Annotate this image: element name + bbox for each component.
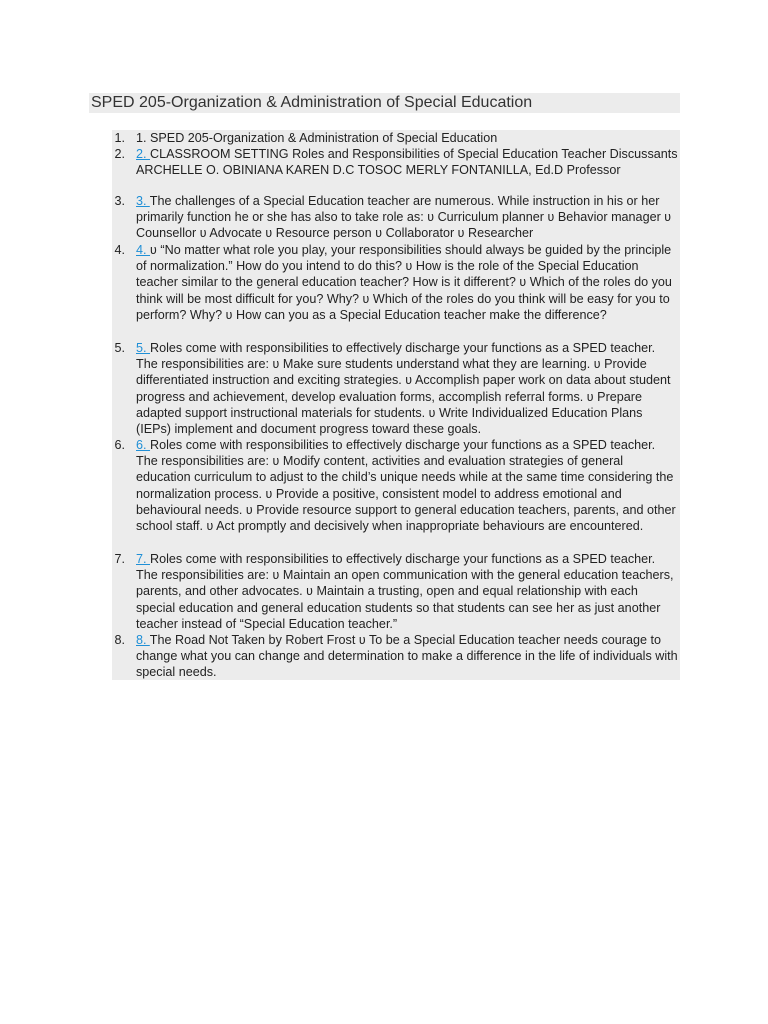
item-body [136,146,680,178]
item-number: 1. [114,131,125,145]
item-text: The challenges of a Special Education teacher are numerous. While instruction in his or her primarily function he or she has also to take role as: ʋ Curriculum planner ʋ Behavior manager ʋ Counsellor ʋ Advocate ʋ Resource person ʋ Collaborator ʋ Researcher [136,194,672,241]
slide-link-4[interactable]: 4. [136,243,151,257]
item-number: 5. [114,341,125,355]
slide-link-3[interactable]: 3. [136,194,150,208]
item-number: 8. [114,633,125,647]
item-body [136,193,680,242]
item-text: Roles come with responsibilities to effectively discharge your functions as a SPED teacher. The responsibilities are: ʋ Maintain an open communication with the general education teachers, parents, and other advocates. ʋ Maintain a trusting, open and equal relationship with each special education and general education students so that students can see her as just another teacher instead of “Special Education teacher.” [136,552,674,631]
item-body [136,437,680,534]
item-number: 4. [114,243,125,257]
item-text: Roles come with responsibilities to effectively discharge your functions as a SPED teacher. The responsibilities are: ʋ Make sure students understand what they are learning. ʋ Provide differentiated instruction and exciting strategies. ʋ Accomplish paper work on data about student progress and achievement, develop evaluation forms, accomplish referral forms. ʋ Prepare adapted support instructional materials for students. ʋ Write Individualized Education Plans (IEPs) implement and document progress toward these goals. [136,341,671,437]
slide-link-6[interactable]: 6. [136,438,151,452]
item-text: The Road Not Taken by Robert Frost ʋ To be a Special Education teacher needs courage to change what you can change and determination to make a difference in the life of individuals with special needs. [136,633,678,680]
slide-link-2[interactable]: 2. [136,147,151,161]
item-body [136,242,680,323]
slide-link-5[interactable]: 5. [136,341,151,355]
item-text: ʋ “No matter what role you play, your responsibilities should always be guided by the principle of normalization.” How do you intend to do this? ʋ How is the role of the Special Education teacher similar to the general education teacher? How is it different? ʋ Which of the roles do you think will be most difficult for you? Why? ʋ Which of the roles do you think will be easy for you to perform? Why? ʋ How can you as a Special Education teacher make the difference? [136,243,672,322]
item-body [136,130,680,146]
slide-list [112,130,680,680]
item-number: 7. [114,552,125,566]
item-text: CLASSROOM SETTING Roles and Responsibilities of Special Education Teacher Discussants ARCHELLE O. OBINIANA KAREN D.C TOSOC MERLY FONTANILLA, Ed.D Professor [136,147,678,178]
document-title-bar [89,93,680,113]
item-number: 6. [114,438,125,452]
item-body [136,632,680,681]
slide-link-8[interactable]: 8. [136,633,150,647]
item-text: Roles come with responsibilities to effectively discharge your functions as a SPED teacher. The responsibilities are: ʋ Modify content, activities and evaluation strategies of general education curriculum to adjust to the child’s unique needs while at the same time considering the normalization process. ʋ Provide a positive, consistent model to address emotional and behavioural needs. ʋ Provide resource support to general education teachers, parents, and other school staff. ʋ Act promptly and decisively when inappropriate behaviours are encountered. [136,438,676,534]
document-title: SPED 205-Organization & Administration of Special Education [91,94,533,111]
item-number: 3. [114,194,125,208]
item-body [136,551,680,632]
item-body [136,340,680,437]
item-text: 1. SPED 205-Organization & Administration of Special Education [136,131,498,145]
item-number: 2. [114,147,125,161]
slide-link-7[interactable]: 7. [136,552,151,566]
